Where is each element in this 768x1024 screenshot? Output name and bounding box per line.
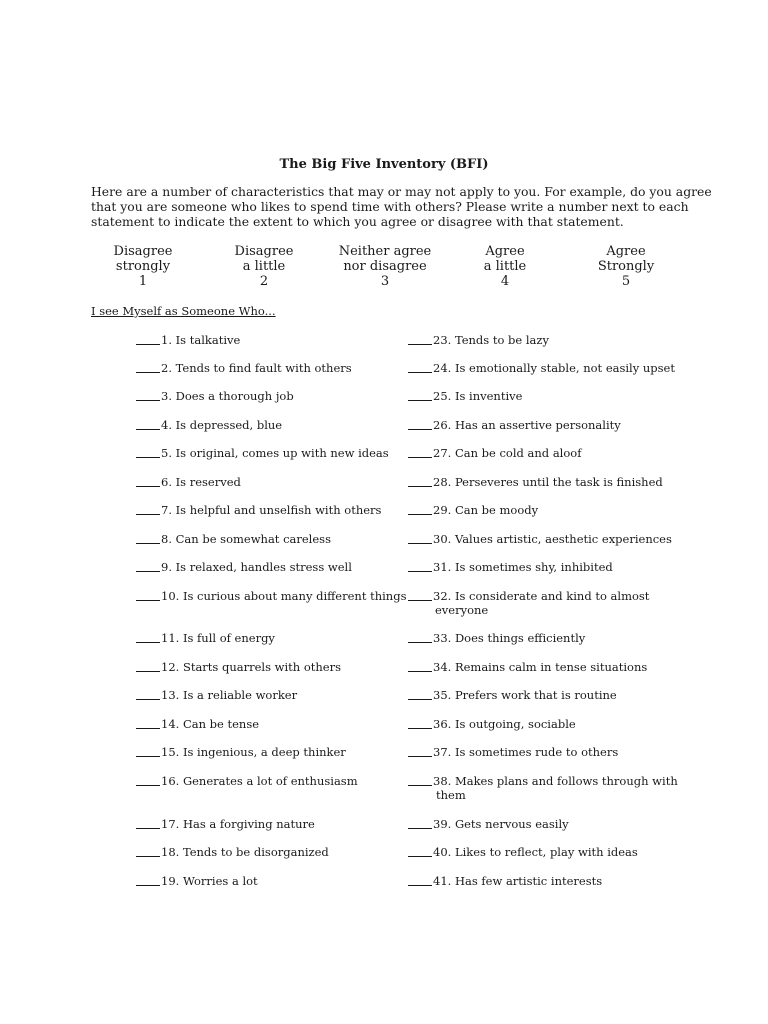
item-row	[408, 418, 621, 432]
item-text: 25. Is inventive	[433, 389, 523, 403]
scale-label: a little	[483, 259, 527, 274]
item-row	[408, 717, 576, 731]
answer-blank[interactable]	[408, 503, 432, 515]
item-text-continuation: everyone	[435, 603, 489, 617]
item-text: 31. Is sometimes shy, inhibited	[433, 560, 613, 574]
item-text: 24. Is emotionally stable, not easily upset	[433, 361, 675, 375]
answer-blank[interactable]	[408, 631, 432, 643]
answer-blank[interactable]	[408, 361, 432, 373]
item-row	[136, 560, 352, 574]
item-row	[136, 389, 294, 403]
answer-blank[interactable]	[408, 446, 432, 458]
page-title: The Big Five Inventory (BFI)	[279, 157, 489, 172]
answer-blank[interactable]	[408, 660, 432, 672]
item-row	[408, 446, 581, 460]
item-row	[408, 688, 617, 702]
item-text: 8. Can be somewhat careless	[161, 532, 331, 546]
answer-blank[interactable]	[136, 560, 160, 572]
item-text: 33. Does things efficiently	[433, 631, 586, 645]
item-text: 4. Is depressed, blue	[161, 418, 283, 432]
scale-label: Strongly	[597, 259, 655, 274]
item-text: 16. Generates a lot of enthusiasm	[161, 774, 358, 788]
item-text: 15. Is ingenious, a deep thinker	[161, 745, 346, 759]
item-row	[136, 361, 352, 375]
scale-option-5	[556, 244, 696, 289]
item-text: 5. Is original, comes up with new ideas	[161, 446, 389, 460]
instructions-line: Here are a number of characteristics that may or may not apply to you. For example, do you agree	[91, 184, 712, 199]
item-row	[408, 745, 618, 759]
item-row	[136, 745, 346, 759]
answer-blank[interactable]	[408, 418, 432, 430]
item-text: 1. Is talkative	[161, 333, 241, 347]
item-text-line: 32. Is considerate and kind to almost	[433, 589, 650, 603]
response-scale	[0, 244, 768, 292]
item-row	[136, 418, 282, 432]
item-row	[136, 774, 358, 788]
answer-blank[interactable]	[136, 503, 160, 515]
item-text: 12. Starts quarrels with others	[161, 660, 341, 674]
item-row	[408, 532, 672, 546]
answer-blank[interactable]	[136, 717, 160, 729]
answer-blank[interactable]	[408, 817, 432, 829]
item-stem: I see Myself as Someone Who...	[91, 304, 276, 318]
scale-option-2	[194, 244, 334, 289]
item-text: 28. Perseveres until the task is finished	[433, 475, 663, 489]
scale-value: 1	[138, 274, 148, 289]
item-text: 19. Worries a lot	[161, 874, 258, 888]
item-row	[136, 717, 259, 731]
item-row	[408, 660, 647, 674]
answer-blank[interactable]	[136, 688, 160, 700]
item-text	[433, 589, 649, 617]
answer-blank[interactable]	[408, 333, 432, 345]
item-text-continuation: them	[436, 788, 466, 802]
item-text: 2. Tends to find fault with others	[161, 361, 352, 375]
item-text: 26. Has an assertive personality	[433, 418, 621, 432]
item-row	[408, 631, 585, 645]
answer-blank[interactable]	[136, 774, 160, 786]
item-text: 40. Likes to reflect, play with ideas	[433, 845, 638, 859]
item-row	[408, 845, 638, 859]
answer-blank[interactable]	[136, 845, 160, 857]
answer-blank[interactable]	[408, 774, 432, 786]
scale-option-3	[315, 244, 455, 289]
item-row	[136, 532, 331, 546]
answer-blank[interactable]	[136, 745, 160, 757]
item-row	[408, 333, 549, 347]
item-text: 11. Is full of energy	[161, 631, 275, 645]
answer-blank[interactable]	[408, 475, 432, 487]
item-text: 10. Is curious about many different things	[161, 589, 407, 603]
answer-blank[interactable]	[136, 418, 160, 430]
answer-blank[interactable]	[408, 717, 432, 729]
scale-label: nor disagree	[343, 259, 427, 274]
item-row	[408, 560, 613, 574]
item-text: 23. Tends to be lazy	[433, 333, 549, 347]
scale-value: 4	[500, 274, 510, 289]
item-text: 41. Has few artistic interests	[433, 874, 603, 888]
item-text: 34. Remains calm in tense situations	[433, 660, 648, 674]
answer-blank[interactable]	[408, 589, 432, 601]
item-text: 6. Is reserved	[161, 475, 241, 489]
item-row	[408, 874, 602, 888]
item-text: 30. Values artistic, aesthetic experiences	[433, 532, 672, 546]
answer-blank[interactable]	[136, 589, 160, 601]
item-text: 36. Is outgoing, sociable	[433, 717, 576, 731]
item-text: 9. Is relaxed, handles stress well	[161, 560, 352, 574]
item-text: 35. Prefers work that is routine	[433, 688, 617, 702]
scale-label: Disagree	[234, 244, 294, 259]
scale-value: 3	[380, 274, 390, 289]
item-row	[408, 774, 678, 802]
item-text: 13. Is a reliable worker	[161, 688, 298, 702]
answer-blank[interactable]	[136, 475, 160, 487]
item-row	[136, 475, 241, 489]
item-row	[136, 817, 315, 831]
item-row	[136, 589, 406, 603]
instructions-line: that you are someone who likes to spend time with others? Please write a number next to each	[91, 199, 689, 214]
item-row	[408, 389, 522, 403]
item-row	[136, 688, 297, 702]
scale-label: Agree	[606, 244, 646, 259]
item-row	[408, 817, 569, 831]
scale-value: 2	[259, 274, 269, 289]
item-row	[136, 631, 275, 645]
answer-blank[interactable]	[136, 333, 160, 345]
item-row	[136, 503, 381, 517]
answer-blank[interactable]	[136, 874, 160, 886]
item-text: 3. Does a thorough job	[161, 389, 294, 403]
scale-label: Agree	[485, 244, 525, 259]
answer-blank[interactable]	[136, 446, 160, 458]
answer-blank[interactable]	[408, 845, 432, 857]
answer-blank[interactable]	[136, 817, 160, 829]
scale-label: Disagree	[113, 244, 173, 259]
scale-option-4	[435, 244, 575, 289]
answer-blank[interactable]	[136, 361, 160, 373]
answer-blank[interactable]	[408, 874, 432, 886]
item-row	[136, 660, 341, 674]
item-row	[136, 333, 240, 347]
answer-blank[interactable]	[136, 532, 160, 544]
answer-blank[interactable]	[136, 389, 160, 401]
item-text: 29. Can be moody	[433, 503, 539, 517]
answer-blank[interactable]	[408, 389, 432, 401]
scale-value: 5	[621, 274, 631, 289]
item-row	[408, 475, 663, 489]
answer-blank[interactable]	[408, 745, 432, 757]
item-text: 7. Is helpful and unselfish with others	[161, 503, 382, 517]
item-row	[408, 361, 675, 375]
item-row	[408, 589, 649, 617]
scale-label: a little	[242, 259, 286, 274]
answer-blank[interactable]	[136, 631, 160, 643]
item-text-line: 38. Makes plans and follows through with	[433, 774, 678, 788]
answer-blank[interactable]	[136, 660, 160, 672]
scale-label: Neither agree	[338, 244, 432, 259]
instructions-line: statement to indicate the extent to which you agree or disagree with that statement.	[91, 214, 624, 229]
item-text: 27. Can be cold and aloof	[433, 446, 582, 460]
item-text: 18. Tends to be disorganized	[161, 845, 329, 859]
scale-option-1	[73, 244, 213, 289]
item-text: 17. Has a forgiving nature	[161, 817, 315, 831]
instructions	[91, 184, 712, 229]
item-text: 14. Can be tense	[161, 717, 260, 731]
item-row	[408, 503, 538, 517]
answer-blank[interactable]	[408, 688, 432, 700]
scale-label: strongly	[115, 259, 171, 274]
item-text: 39. Gets nervous easily	[433, 817, 569, 831]
answer-blank[interactable]	[408, 532, 432, 544]
item-text	[433, 774, 678, 802]
item-row	[136, 845, 329, 859]
item-row	[136, 874, 258, 888]
item-text: 37. Is sometimes rude to others	[433, 745, 619, 759]
item-row	[136, 446, 389, 460]
answer-blank[interactable]	[408, 560, 432, 572]
